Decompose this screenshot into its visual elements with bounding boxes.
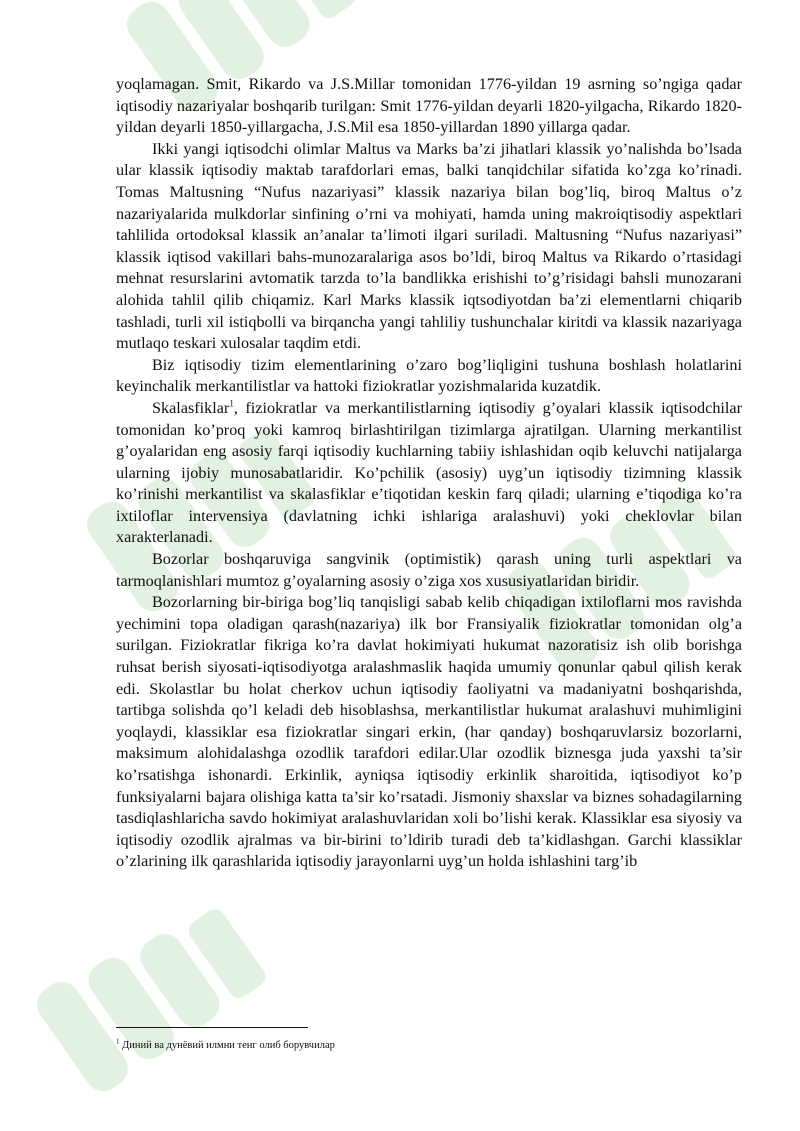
document-body (116, 74, 742, 873)
paragraph-4-text: fiziokratlar va merkantilistlarning iqtisodiy g’oyalari klassik iqtisodchilar tomonidan ko’proq yoki kamroq birlashtirilgan tizimlarga ajratilgan. Ularning merkantilist g’oyalaridan eng asosiy farqi iqtisodiy kuchlarning tabiiy ishlashidan oqib keluvchi natijalarga ularning ijobiy munosabatlaridir. Ko’pchilik (asosiy) uyg’un iqtisodiy tizimning klassik ko’rinishi merkantilist va skalasfiklar e’tiqotidan keskin farq qiladi; ularning e’tiqodiga ko’ra ixtiloflar intervensiya (davlatning ichki ishlariga aralashuvi) yoki cheklovlar bilan xarakterlanadi. (116, 398, 743, 547)
footnote-separator (116, 1027, 308, 1028)
watermark-logo-bottom (30, 881, 269, 1099)
footnote-reference[interactable]: 1 (229, 398, 234, 409)
footnote (116, 1039, 335, 1053)
paragraph-3: Biz iqtisodiy tizim elementlarining o’zaro bog’liqligini tushuna boshlash holatlarini keyinchalik merkantilistlar va hattoki fiziokratlar yozishmalarida kuzatdik. (116, 355, 742, 396)
paragraph-4-lead: Skalasfiklar (152, 398, 230, 417)
paragraph-5: Bozorlar boshqaruviga sangvinik (optimistik) qarash uning turli aspektlari va tarmoqlanishlari mumtoz g’oyalarning asosiy o’ziga xos xususiyatlaridan biridir. (116, 550, 742, 590)
paragraph-1: yoqlamagan. Smit, Rikardo va J.S.Millar tomonidan 1776-yildan 19 asrning so’ngiga qadar iqtisodiy nazariyalar boshqarib turilgan: Smit 1776-yildan deyarli 1820-yilgacha, Rikardo 1820-yildan deyarli 1850-yillargacha, J.S.Mil esa 1850-yillardan 1890 yillarga qadar. (116, 75, 742, 137)
paragraph-6: Bozorlarning bir-biriga bog’liq tanqisligi sabab kelib chiqadigan ixtiloflarni mos ravishda yechimini topa oladigan qarash(nazariya) ilk bor Fransiyalik fiziokratlar tomonidan olg’a surilgan. Fiziokratlar fikriga ko’ra davlat hokimiyati hukumat nazoratisiz ish olib borishga ruhsat berish siyosati-iqtisodiyotga aralashmaslik haqida umumiy qonunlar qabul qilish kerak edi. Skolastlar bu holat cherkov uchun iqtisodiy faoliyatni va madaniyatni boshqarishda, tartibga solishda qo’l keladi deb hisoblashsa, merkantilistlar hukumat aralashuvi muhimligini yoqlaydi, klassiklar esa fiziokratlar singari erkin, (har qanday) boshqaruvlarsiz bozorlarni, maksimum alohidalashga ozodlik tarafdori edilar.Ular ozodlik biznesga juda yaxshi ta’sir ko’rsatishga ishonardi. Erkinlik, ayniqsa iqtisodiy erkinlik sharoitida, iqtisodiyot ko’p funksiyalarni bajara olishiga katta ta’sir ko’rsatadi. Jismoniy shaxslar va biznes sohadagilarning tasdiqlashlaricha savdo hokimiyat aralashuvlaridan xoli bo’lishi kerak. Klassiklar esa siyosiy va iqtisodiy ozodlik ajralmas va bir-birini to’ldirib turadi deb ta’kidlashgan. Garchi klassiklar o’zlarining ilk qarashlarida iqtisodiy jarayonlarni uyg’un holda ishlashini targ’ib (116, 593, 742, 871)
paragraph-2: Ikki yangi iqtisodchi olimlar Maltus va Marks ba’zi jihatlari klassik yo’nalishda bo’lsada ular klassik iqtisodiy maktab tarafdorlari emas, balki tanqidchilar sifatida ko’zga ko’rinadi. Tomas Maltusning “Nufus nazariyasi” klassik nazariya bilan bog’liq, biroq Maltus o’z nazariyalarida mulkdorlar sinfining o’rni va mohiyati, hamda uning makroiqtisodiy aspektlari tahlilida ortodoksal klassik an’analar ta’limoti ilgari suriladi. Maltusning “Nufus nazariyasi” klassik iqtisod vakillari bahs-munozaralariga asos bo’ldi, biroq Maltus va Rikardo o’rtasidagi mehnat resurslarini avtomatik tarzda to’la bandlikka erishishi to’g’risidagi bahsli munozarani alohida tahlil qilib chiqamiz. Karl Marks klassik iqtsodiyotdan ba’zi elementlarni chiqarib tashladi, turli xil istiqbolli va birqancha yangi tahliliy tushunchalar kiritdi va klassik nazariyaga mutlaqo teskari xulosalar taqdim etdi. (116, 139, 742, 353)
footnote-number: 1 (116, 1037, 120, 1046)
footnote-text: Диний ва дунёвий илмни тенг олиб борувчилар (122, 1040, 335, 1051)
paragraph-4: Skalasfiklar$^1$, fiziokratlar va merkantilistlarning iqtisodiy g’oyalari klassik iqtisodchilar tomonidan ko’proq yoki kamroq birlashtirilgan tizimlarga ajratilgan. Ularning merkantilist g’oyalaridan eng asosiy farqi iqtisodiy kuchlarning tabiiy ishlashidan oqib keluvchi natijalarga ularning ijobiy munosabatlaridir. Ko’pchilik (asosiy) uyg’un iqtisodiy tizimning klassik ko’rinishi merkantilist va skalasfiklar e’tiqotidan keskin farq qiladi; ularning e’tiqodiga ko’ra ixtiloflar intervensiya (davlatning ichki ishlariga aralashuvi) yoki cheklovlar bilan xarakterlanadi. (116, 398, 743, 547)
